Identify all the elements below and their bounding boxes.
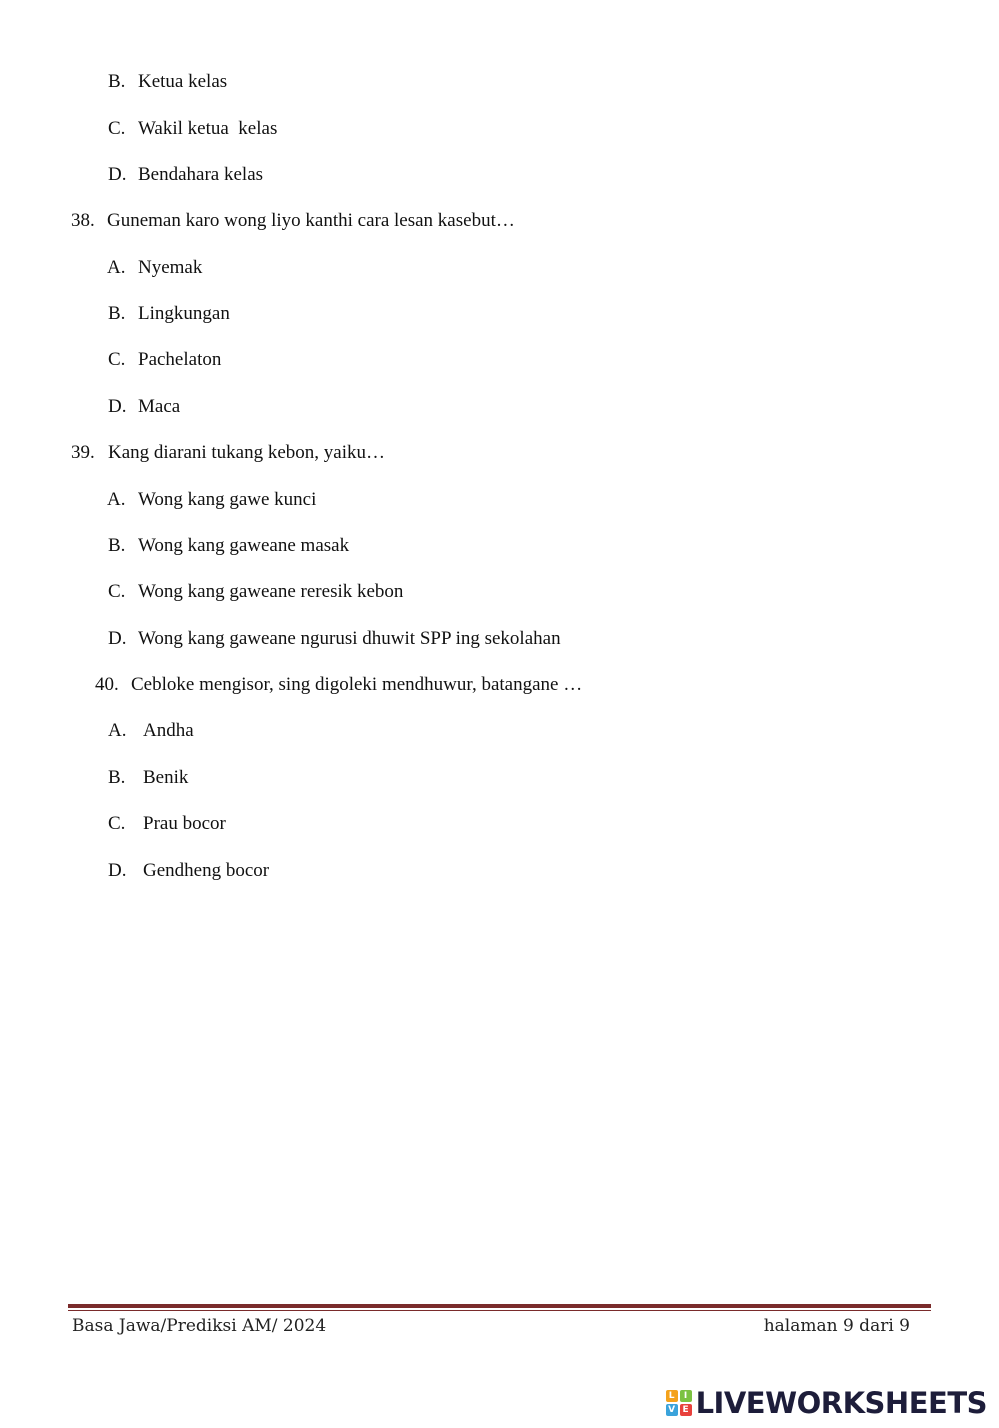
option-text: Prau bocor <box>143 813 226 834</box>
footer-divider-thin <box>68 1310 931 1311</box>
option-text: Maca <box>138 396 181 417</box>
option-letter: D. <box>108 628 127 649</box>
option-text: Ketua kelas <box>138 71 228 92</box>
q38-option-d <box>108 396 180 418</box>
question-38 <box>71 210 515 232</box>
option-letter: A. <box>107 257 126 278</box>
logo-tile: L <box>666 1390 678 1402</box>
option-letter: D. <box>108 396 127 417</box>
liveworksheets-logo[interactable] <box>666 1386 987 1420</box>
q39-option-a <box>107 489 316 511</box>
option-letter: B. <box>108 767 126 788</box>
option-letter: B. <box>108 71 126 92</box>
q37-option-c <box>108 118 277 140</box>
q38-option-b <box>108 303 230 325</box>
option-text: Wong kang gawe kunci <box>138 489 317 510</box>
option-text: Benik <box>143 767 189 788</box>
option-text: Pachelaton <box>138 349 222 370</box>
option-text: Wong kang gaweane masak <box>138 535 350 556</box>
option-letter: B. <box>108 303 126 324</box>
option-letter: A. <box>108 720 127 741</box>
question-number: 39. <box>71 442 95 463</box>
option-letter: D. <box>108 860 127 881</box>
option-letter: C. <box>108 349 126 370</box>
option-text: Nyemak <box>138 257 203 278</box>
q38-option-c <box>108 349 221 371</box>
option-letter: B. <box>108 535 126 556</box>
option-letter: C. <box>108 118 126 139</box>
footer-page-number: halaman 9 dari 9 <box>763 1316 910 1336</box>
question-number: 38. <box>71 210 95 231</box>
logo-wordmark: LIVEWORKSHEETS <box>695 1386 987 1420</box>
logo-tile: I <box>680 1390 692 1402</box>
question-text: Cebloke mengisor, sing digoleki mendhuwur, batangane … <box>131 674 583 695</box>
q40-option-a <box>108 720 194 742</box>
option-letter: C. <box>108 813 126 834</box>
option-letter: D. <box>108 164 127 185</box>
footer-subject: Basa Jawa/Prediksi AM/ 2024 <box>72 1316 327 1336</box>
option-text: Bendahara kelas <box>138 164 264 185</box>
q40-option-c <box>108 813 226 835</box>
q37-option-d <box>108 164 263 186</box>
question-number: 40. <box>95 674 119 695</box>
q39-option-b <box>108 535 349 557</box>
q38-option-a <box>107 257 202 279</box>
q39-option-d <box>108 628 561 650</box>
liveworksheets-logo-icon <box>666 1390 692 1416</box>
option-text: Wong kang gaweane ngurusi dhuwit SPP ing sekolahan <box>138 628 561 649</box>
footer-divider <box>68 1304 931 1308</box>
question-40 <box>95 674 582 696</box>
option-letter: A. <box>107 489 126 510</box>
q40-option-b <box>108 767 188 789</box>
logo-tile: V <box>666 1404 678 1416</box>
q39-option-c <box>108 581 403 603</box>
option-text: Andha <box>143 720 194 741</box>
option-text: Wakil ketua kelas <box>138 118 278 139</box>
q40-option-d <box>108 860 269 882</box>
option-text: Lingkungan <box>138 303 230 324</box>
question-text: Kang diarani tukang kebon, yaiku… <box>108 442 386 463</box>
option-letter: C. <box>108 581 126 602</box>
option-text: Wong kang gaweane reresik kebon <box>138 581 404 602</box>
logo-tile: E <box>680 1404 692 1416</box>
option-text: Gendheng bocor <box>143 860 270 881</box>
question-text: Guneman karo wong liyo kanthi cara lesan kasebut… <box>107 210 515 231</box>
question-39 <box>71 442 385 464</box>
q37-option-b <box>108 71 227 93</box>
